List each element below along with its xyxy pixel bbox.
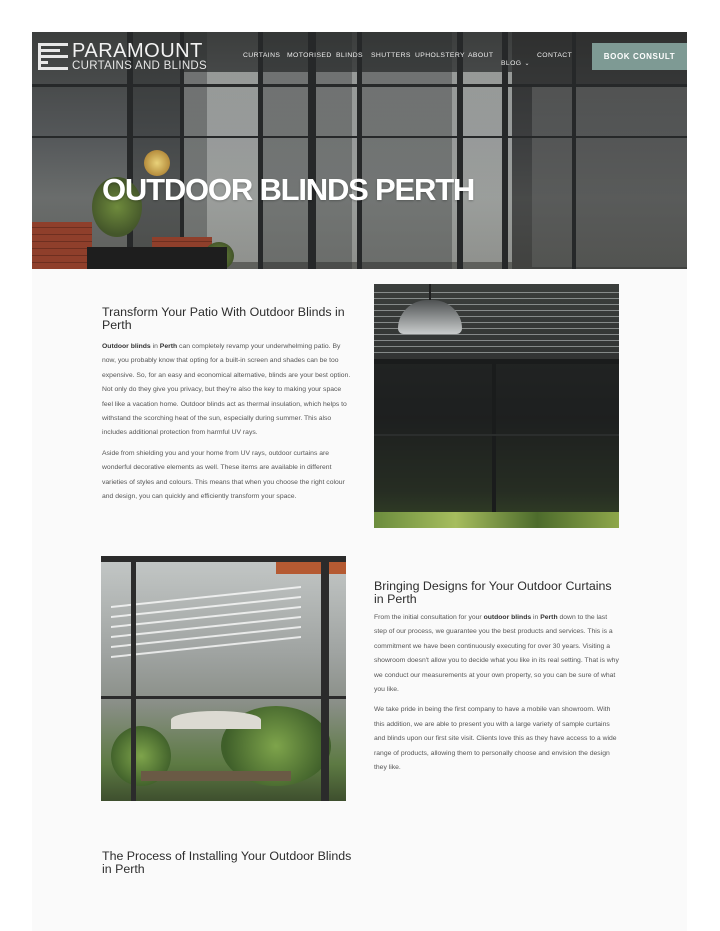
- brand-logo[interactable]: [38, 40, 210, 72]
- keyword-perth: Perth: [159, 343, 178, 350]
- section-heading: The Process of Installing Your Outdoor Blinds in Perth: [102, 849, 352, 876]
- section-paragraph: From the initial consultation for your outdoor blinds in Perth down to the last step of our process, we guarantee you the best products and services. This is a commitment we have been continuously executing for over 30 years. Visiting a showroom doesn't allow you to decide what you like in its real setting. That is why we conduct our measurements at your own property, so you can be sure of what you like.: [374, 614, 619, 694]
- nav-item-upholstery[interactable]: UPHOLSTERY: [415, 52, 465, 59]
- chevron-down-icon[interactable]: ⌄: [524, 61, 530, 67]
- section-transform-patio: [102, 306, 352, 504]
- section-paragraph: We take pride in being the first company to have a mobile van showroom. With this addition, we are able to present you with a large variety of sample curtains and blinds upon our first site visit. Clients love this as they have access to a wide range of products, allowing them to personally choose and envision the design they like.: [374, 706, 617, 772]
- nav-item-motorised[interactable]: MOTORISED: [287, 52, 332, 59]
- nav-item-blinds[interactable]: BLINDS: [336, 52, 363, 59]
- brand-name: PARAMOUNT: [72, 40, 203, 62]
- section-paragraph: Aside from shielding you and your home from UV rays, outdoor curtains are wonderful decorative elements as well. These items are available in different varieties of styles and colours. This means that when you choose the right colour and design, you can quickly and efficiently transform your space.: [102, 449, 345, 501]
- nav-item-about[interactable]: ABOUT: [468, 52, 494, 59]
- section-heading: Bringing Designs for Your Outdoor Curtains in Perth: [374, 579, 612, 606]
- section-installation-process: [102, 850, 352, 876]
- hero-title: OUTDOOR BLINDS PERTH: [102, 172, 475, 207]
- keyword-outdoor-blinds: Outdoor blinds: [102, 343, 151, 350]
- nav-item-contact[interactable]: CONTACT: [537, 52, 573, 59]
- section-bringing-designs: [374, 580, 620, 775]
- nav-item-curtains[interactable]: CURTAINS: [243, 52, 281, 59]
- brand-tagline: CURTAINS AND BLINDS: [72, 60, 207, 72]
- outdoor-curtains-dining-photo: [101, 556, 346, 801]
- nav-item-blog-wrapper[interactable]: [501, 52, 530, 70]
- paramount-monogram-icon: [38, 43, 70, 71]
- keyword-outdoor-blinds: outdoor blinds: [483, 614, 532, 621]
- section-heading: Transform Your Patio With Outdoor Blinds in Perth: [102, 305, 345, 332]
- outdoor-blinds-patio-photo: [374, 284, 619, 528]
- keyword-perth: Perth: [540, 614, 558, 621]
- nav-item-blog[interactable]: BLOG: [501, 60, 522, 67]
- section-paragraph: Outdoor blinds in Perth can completely revamp your underwhelming patio. By now, you probably know that opting for a built-in screen and shades can be too expensive. So, for an easy and economical alternative, blinds are your best option. Not only do they give you privacy, but they're also the key to making your space feel like a vacation home. Outdoor blinds act as thermal insulation, which helps to withstand the scorching heat of the sun, especially during summer. This also includes additional protection from harmful UV rays.: [102, 343, 351, 437]
- pendant-lamp: [398, 300, 462, 334]
- nav-item-shutters[interactable]: SHUTTERS: [371, 52, 411, 59]
- book-consult-button[interactable]: BOOK CONSULT: [592, 43, 687, 70]
